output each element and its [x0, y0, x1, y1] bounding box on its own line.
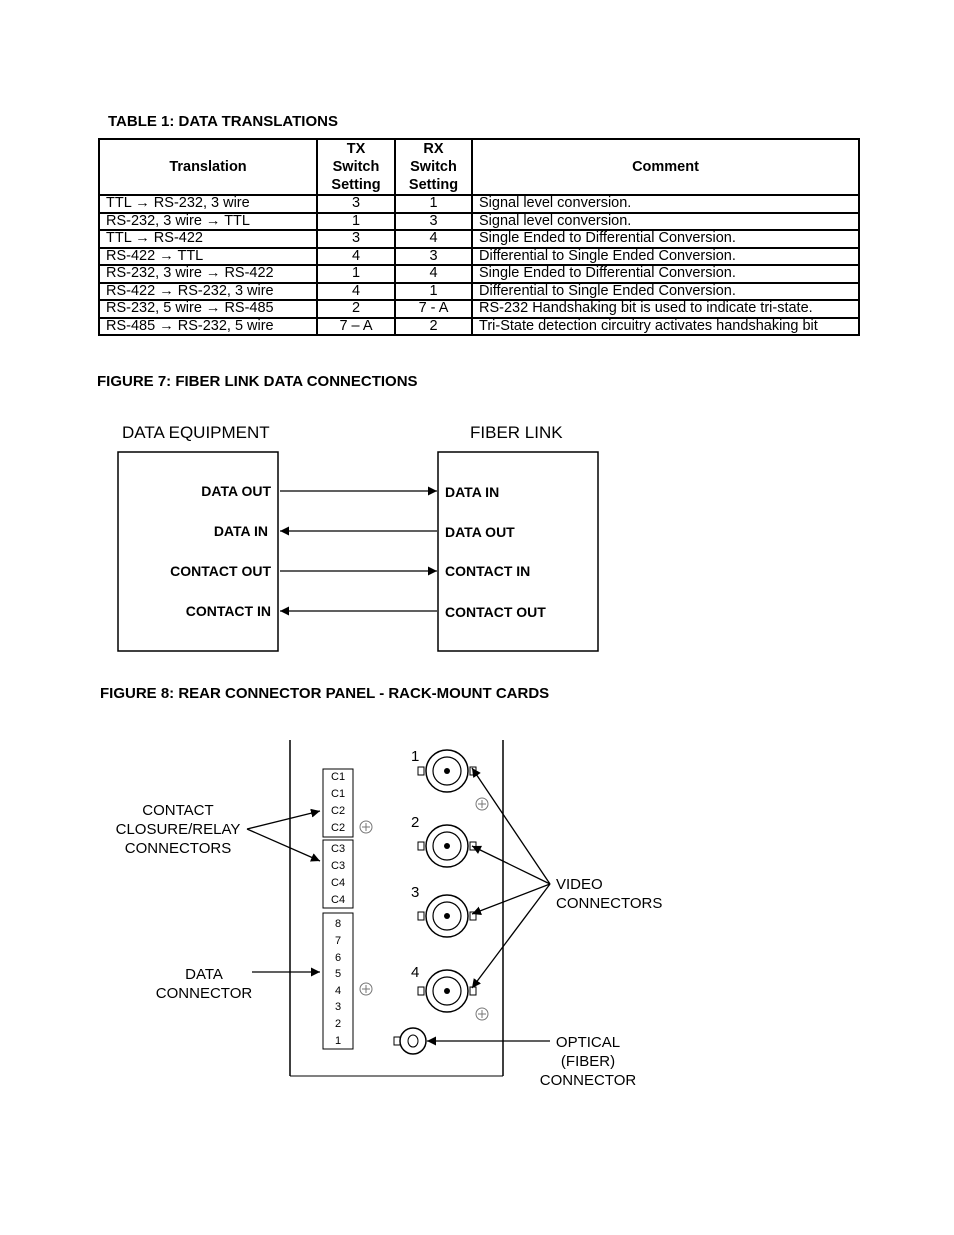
contact-closure-label-line2: CLOSURE/RELAY	[115, 821, 241, 838]
optical-connector-icon	[394, 1028, 426, 1054]
header-comment: Comment	[472, 139, 859, 195]
cell-tx: 7 – A	[317, 318, 395, 336]
label-data-in: DATA IN	[213, 523, 268, 539]
screw-icon	[360, 821, 372, 833]
header-tx-line1: TX	[346, 141, 366, 157]
cell-comment: Signal level conversion.	[472, 213, 859, 231]
cell-translation: RS-232, 5 wire → RS-485	[99, 300, 317, 318]
pin-c2: C2	[331, 822, 346, 834]
leader-arrow-video-1	[472, 768, 550, 884]
cell-translation: RS-485 → RS-232, 5 wire	[99, 318, 317, 336]
cell-rx: 1	[395, 195, 472, 213]
video-number-3: 3	[411, 884, 420, 901]
label-contact-in: CONTACT IN	[185, 603, 271, 619]
header-tx-line3: Setting	[331, 177, 381, 193]
header-rx-line1: RX	[423, 141, 444, 157]
table-title: TABLE 1: DATA TRANSLATIONS	[108, 113, 338, 130]
screw-icon	[476, 798, 488, 810]
screw-icon	[476, 1008, 488, 1020]
video-connectors-label-line2: CONNECTORS	[556, 895, 663, 912]
cell-translation: RS-422 → TTL	[99, 248, 317, 266]
contact-closure-label-line3: CONNECTORS	[124, 840, 232, 857]
cell-tx: 3	[317, 195, 395, 213]
bnc-connector-icon	[418, 750, 476, 792]
figure8-diagram	[116, 740, 663, 1089]
fiber-link-box	[438, 452, 598, 651]
cell-translation: TTL → RS-422	[99, 230, 317, 248]
cell-rx: 7 - A	[395, 300, 472, 318]
pin-1: 1	[335, 1035, 342, 1047]
leader-arrow-video-2	[472, 846, 550, 884]
pin-2: 2	[335, 1018, 342, 1030]
bnc-connector-icon	[418, 895, 476, 937]
leader-arrow-contact-top	[247, 811, 320, 829]
header-rx-line3: Setting	[408, 177, 459, 193]
pin-6: 6	[335, 952, 342, 964]
label-contact-out: CONTACT OUT	[170, 563, 271, 579]
video-number-1: 1	[411, 748, 420, 765]
pin-c3: C3	[331, 843, 346, 855]
cell-comment: Tri-State detection circuitry activates handshaking bit	[472, 318, 859, 336]
cell-rx: 4	[395, 265, 472, 283]
cell-rx: 1	[395, 283, 472, 301]
screw-icon	[360, 983, 372, 995]
data-equipment-box	[118, 452, 278, 651]
cell-comment: Differential to Single Ended Conversion.	[472, 283, 859, 301]
cell-translation: TTL → RS-232, 3 wire	[99, 195, 317, 213]
cell-tx: 2	[317, 300, 395, 318]
optical-label-line3: CONNECTOR	[539, 1072, 637, 1089]
cell-rx: 3	[395, 213, 472, 231]
label-data-out: DATA OUT	[201, 483, 271, 499]
cell-tx: 3	[317, 230, 395, 248]
fiber-link-title: FIBER LINK	[470, 423, 563, 442]
bnc-connector-icon	[418, 970, 476, 1012]
pin-7: 7	[335, 935, 342, 947]
figure8-title: FIGURE 8: REAR CONNECTOR PANEL - RACK-MOUNT CARDS	[100, 685, 550, 702]
data-connector-label-line2: CONNECTOR	[155, 985, 253, 1002]
optical-label-line1: OPTICAL	[555, 1034, 621, 1051]
contact-closure-label-line1: CONTACT	[142, 802, 214, 819]
cell-comment: Differential to Single Ended Conversion.	[472, 248, 859, 266]
leader-arrow-contact-bottom	[247, 829, 320, 861]
cell-comment: Single Ended to Differential Conversion.	[472, 265, 859, 283]
cell-comment: Single Ended to Differential Conversion.	[472, 230, 859, 248]
cell-translation: RS-422 → RS-232, 3 wire	[99, 283, 317, 301]
pin-8: 8	[335, 918, 342, 930]
cell-comment: Signal level conversion.	[472, 195, 859, 213]
label-fiber-data-in: DATA IN	[445, 484, 500, 500]
label-fiber-contact-in: CONTACT IN	[445, 563, 531, 579]
cell-comment: RS-232 Handshaking bit is used to indicate tri-state.	[472, 300, 859, 318]
label-fiber-contact-out: CONTACT OUT	[445, 604, 546, 620]
pin-4: 4	[335, 985, 342, 997]
figure7-title: FIGURE 7: FIBER LINK DATA CONNECTIONS	[97, 373, 418, 390]
video-connectors-label-line1: VIDEO	[556, 876, 603, 893]
cell-rx: 4	[395, 230, 472, 248]
cell-translation: RS-232, 3 wire → RS-422	[99, 265, 317, 283]
pin-c4: C4	[331, 894, 346, 906]
cell-tx: 4	[317, 283, 395, 301]
pin-c2: C2	[331, 805, 346, 817]
pin-c1: C1	[331, 771, 346, 783]
pin-c1: C1	[331, 788, 346, 800]
bnc-connector-icon	[418, 825, 476, 867]
cell-rx: 2	[395, 318, 472, 336]
optical-label-line2: (FIBER)	[560, 1053, 616, 1070]
cell-tx: 4	[317, 248, 395, 266]
pin-c3: C3	[331, 860, 346, 872]
cell-translation: RS-232, 3 wire → TTL	[99, 213, 317, 231]
header-rx-line2: Switch	[410, 159, 457, 175]
video-number-4: 4	[411, 964, 420, 981]
header-tx-line2: Switch	[332, 159, 380, 175]
data-connector-label-line1: DATA	[185, 966, 223, 983]
cell-rx: 3	[395, 248, 472, 266]
figure7-diagram	[118, 423, 598, 651]
pin-3: 3	[335, 1001, 342, 1013]
pin-c4: C4	[331, 877, 346, 889]
pin-5: 5	[335, 968, 342, 980]
data-equipment-title: DATA EQUIPMENT	[122, 423, 270, 442]
label-fiber-data-out: DATA OUT	[445, 524, 515, 540]
header-translation: Translation	[99, 139, 317, 195]
cell-tx: 1	[317, 265, 395, 283]
video-number-2: 2	[411, 814, 420, 831]
cell-tx: 1	[317, 213, 395, 231]
